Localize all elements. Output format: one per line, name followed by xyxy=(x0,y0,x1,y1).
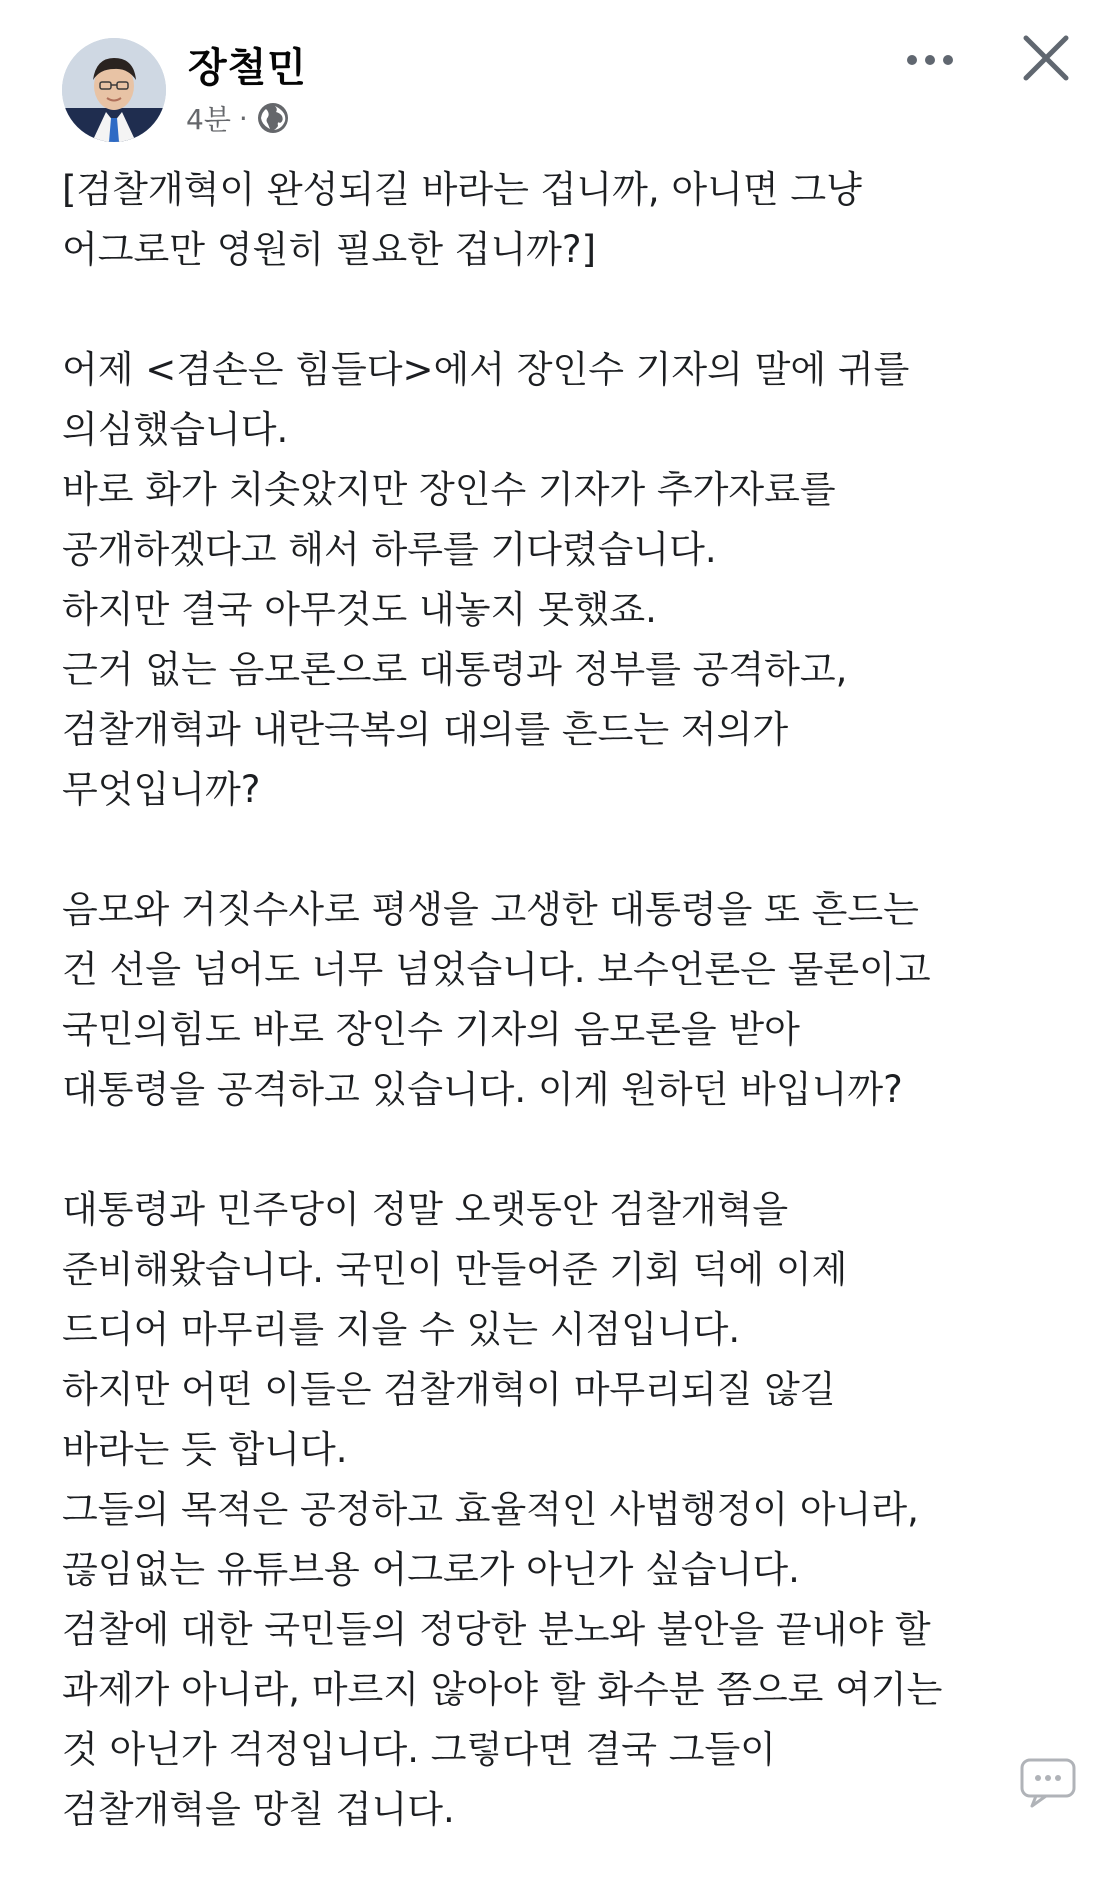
text-line: [검찰개혁이 완성되길 바라는 겁니까, 아니면 그냥 xyxy=(62,168,862,211)
avatar-photo-icon xyxy=(62,38,166,142)
text-line: 근거 없는 음모론으로 대통령과 정부를 공격하고, xyxy=(62,648,848,691)
text-line: 하지만 어떤 이들은 검찰개혁이 마무리되질 않길 xyxy=(62,1368,836,1411)
text-line: 대통령을 공격하고 있습니다. 이게 원하던 바입니까? xyxy=(62,1068,903,1111)
paragraph xyxy=(62,160,1072,280)
globe-icon xyxy=(256,101,290,135)
chat-bubble-icon xyxy=(1018,1756,1078,1808)
text-line: 준비해왔습니다. 국민이 만들어준 기회 덕에 이제 xyxy=(62,1248,848,1291)
close-icon xyxy=(1018,30,1074,86)
text-line: 의심했습니다. xyxy=(62,408,289,451)
text-line: 어제 <겸손은 힘들다>에서 장인수 기자의 말에 귀를 xyxy=(62,348,910,391)
text-line: 검찰개혁과 내란극복의 대의를 흔드는 저의가 xyxy=(62,708,789,751)
more-options-button[interactable] xyxy=(902,40,958,80)
text-line: 끊임없는 유튜브용 어그로가 아닌가 싶습니다. xyxy=(62,1548,800,1591)
text-line: 그들의 목적은 공정하고 효율적인 사법행정이 아니라, xyxy=(62,1488,919,1531)
avatar[interactable] xyxy=(62,38,166,142)
post-meta xyxy=(186,98,290,138)
text-line: 과제가 아니라, 마르지 않아야 할 화수분 쯤으로 여기는 xyxy=(62,1668,943,1711)
post-header xyxy=(0,0,1116,150)
meta-separator: · xyxy=(238,101,248,135)
text-line: 바라는 듯 합니다. xyxy=(62,1428,348,1471)
text-line: 국민의힘도 바로 장인수 기자의 음모론을 받아 xyxy=(62,1008,800,1051)
text-line: 공개하겠다고 해서 하루를 기다렸습니다. xyxy=(62,528,717,571)
text-line: 검찰개혁을 망칠 겁니다. xyxy=(62,1788,455,1831)
text-line: 음모와 거짓수사로 평생을 고생한 대통령을 또 흔드는 xyxy=(62,888,919,931)
text-line: 바로 화가 치솟았지만 장인수 기자가 추가자료를 xyxy=(62,468,836,511)
paragraph xyxy=(62,880,1072,1120)
text-line: 건 선을 넘어도 너무 넘었습니다. 보수언론은 물론이고 xyxy=(62,948,931,991)
close-button[interactable] xyxy=(1018,30,1074,86)
post-body-text xyxy=(62,160,1072,1900)
text-line: 것 아닌가 걱정입니다. 그렇다면 결국 그들이 xyxy=(62,1728,776,1771)
text-line: 하지만 결국 아무것도 내놓지 못했죠. xyxy=(62,588,657,631)
text-line: 검찰에 대한 국민들의 정당한 분노와 불안을 끝내야 할 xyxy=(62,1608,931,1651)
chat-button[interactable] xyxy=(1018,1756,1078,1808)
paragraph xyxy=(62,1180,1072,1840)
text-line: 대통령과 민주당이 정말 오랫동안 검찰개혁을 xyxy=(62,1188,789,1231)
text-line: 무엇입니까? xyxy=(62,768,261,811)
text-line: 드디어 마무리를 지을 수 있는 시점입니다. xyxy=(62,1308,741,1351)
text-line: 어그로만 영원히 필요한 겁니까?] xyxy=(62,228,597,271)
more-options-icon xyxy=(902,52,958,68)
post-timestamp[interactable]: 4분 xyxy=(186,103,231,136)
author-name[interactable]: 장철민 xyxy=(188,45,307,91)
paragraph xyxy=(62,340,1072,820)
